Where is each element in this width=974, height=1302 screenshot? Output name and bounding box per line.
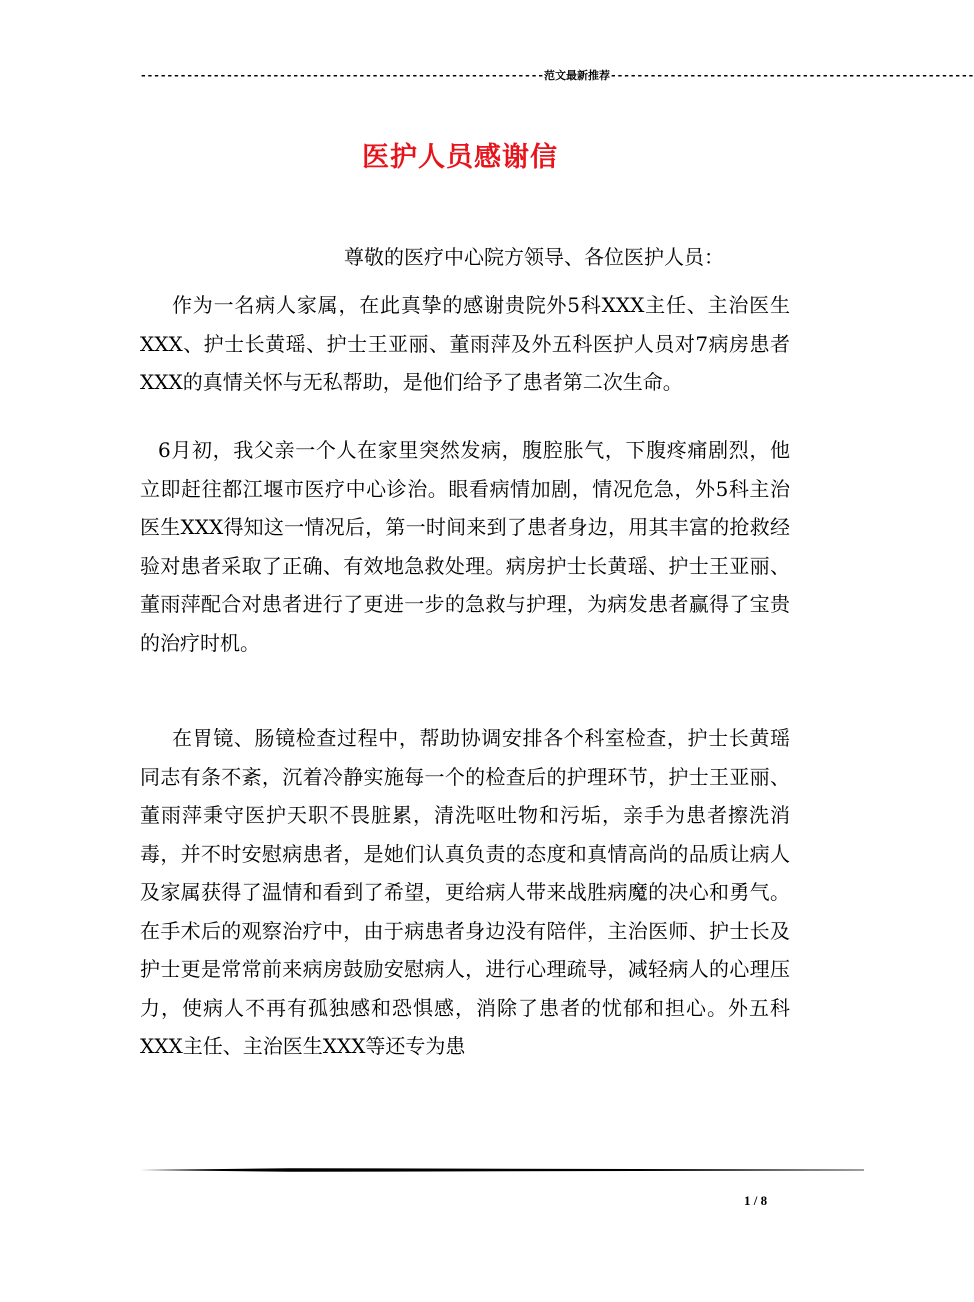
header-banner: -------------------------------------------------------------范文最新推荐------------------------------------------------------- <box>140 69 974 82</box>
footer-divider <box>140 1167 864 1173</box>
paragraph-1: 作为一名病人家属，在此真挚的感谢贵院外5科XXX主任、主治医生XXX、护士长黄瑶、护士王亚丽、董雨萍及外五科医护人员对7病房患者XXX的真情关怀与无私帮助，是他们给予了患者第二次生命。 <box>140 293 790 394</box>
paragraph-2: 6月初，我父亲一个人在家里突然发病，腹腔胀气，下腹疼痛剧烈，他立即赶往都江堰市医疗中心诊治。眼看病情加剧，情况危急，外5科主治医生XXX得知这一情况后，第一时间来到了患者身边，用其丰富的抢救经验对患者采取了正确、有效地急救处理。病房护士长黄瑶、护士王亚丽、董雨萍配合对患者进行了更进一步的急救与护理，为病发患者赢得了宝贵的治疗时机。 <box>140 438 790 655</box>
document-title: 医护人员感谢信 <box>362 142 558 174</box>
page-number: 1 / 8 <box>744 1193 768 1208</box>
salutation: 尊敬的医疗中心院方领导、各位医护人员： <box>344 245 724 269</box>
paragraph-3: 在胃镜、肠镜检查过程中，帮助协调安排各个科室检查，护士长黄瑶同志有条不紊，沉着冷静实施每一个的检查后的护理环节，护士王亚丽、董雨萍秉守医护天职不畏脏累，清洗呕吐物和污垢，亲手为患者擦洗消毒，并不时安慰病患者，是她们认真负责的态度和真情高尚的品质让病人及家属获得了温情和看到了希望，更给病人带来战胜病魔的决心和勇气。在手术后的观察治疗中，由于病患者身边没有陪伴，主治医师、护士长及护士更是常常前来病房鼓励安慰病人，进行心理疏导，减轻病人的心理压力，使病人不再有孤独感和恐惧感，消除了患者的忧郁和担心。外五科XXX主任、主治医生XXX等还专为患 <box>140 726 790 1058</box>
